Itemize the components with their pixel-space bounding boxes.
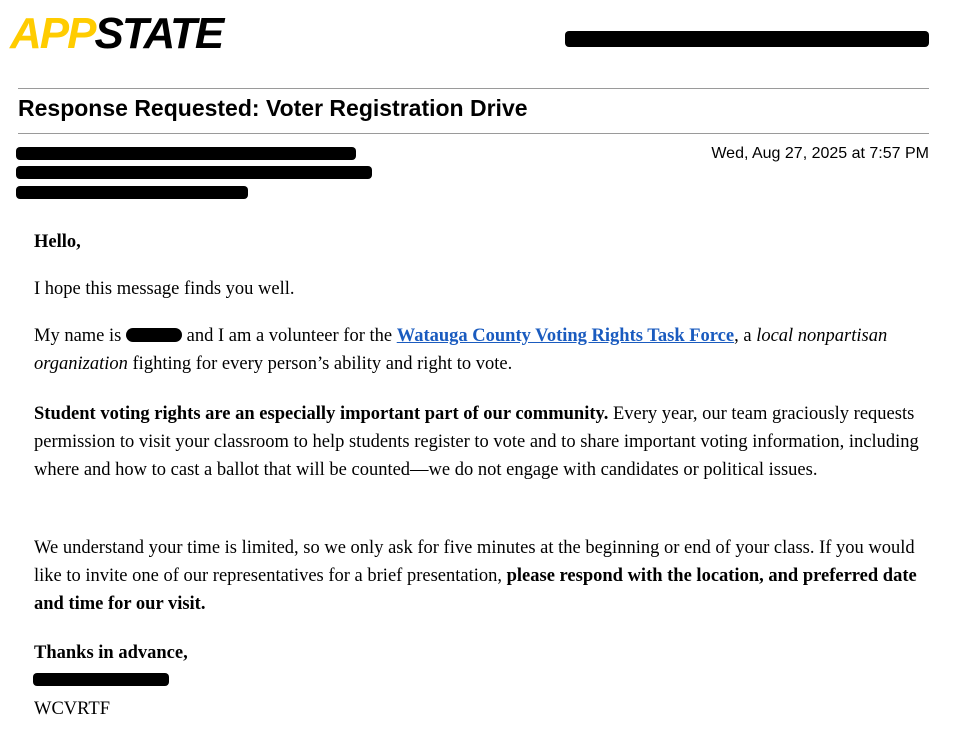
logo-state-text: STATE [94, 9, 223, 58]
redacted-account-email [565, 31, 929, 47]
logo-app-text: APP [10, 9, 95, 58]
paragraph-volunteer: My name is and I am a volunteer for the Watauga County Voting Rights Task Force, a local nonpartisan organization fighting for every person’s ability and right to vote. [34, 326, 888, 374]
task-force-link[interactable]: Watauga County Voting Rights Task Force [396, 326, 735, 346]
redacted-recipient-line [16, 186, 248, 199]
header-divider [18, 88, 929, 89]
redacted-sender-line [16, 147, 356, 160]
paragraph-student-rights: Student voting rights are an especially important part of our community. Every year, our team graciously requests permission to visit your classroom to help students register to vote and to share important voting information, including where and how to cast a ballot that will be counted—we do not engage with candidates or political issues. [34, 404, 919, 480]
paragraph-request: We understand your time is limited, so we only ask for five minutes at the beginning or end of your class. If you would like to invite one of our representatives for a brief presentation, please respond with the location, and preferred date and time for our visit. [34, 538, 917, 614]
email-date: Wed, Aug 27, 2025 at 7:57 PM [711, 145, 929, 162]
closing: Thanks in advance, [34, 643, 188, 663]
appstate-logo [10, 9, 223, 58]
redacted-signature-name [33, 673, 169, 686]
signature-org: WCVRTF [34, 699, 110, 719]
greeting: Hello, [34, 232, 81, 252]
email-subject: Response Requested: Voter Registration Drive [18, 95, 528, 121]
paragraph-intro: I hope this message finds you well. [34, 279, 295, 299]
redacted-volunteer-name [126, 328, 182, 342]
redacted-reply-to-line [16, 166, 372, 179]
subject-divider [18, 133, 929, 134]
